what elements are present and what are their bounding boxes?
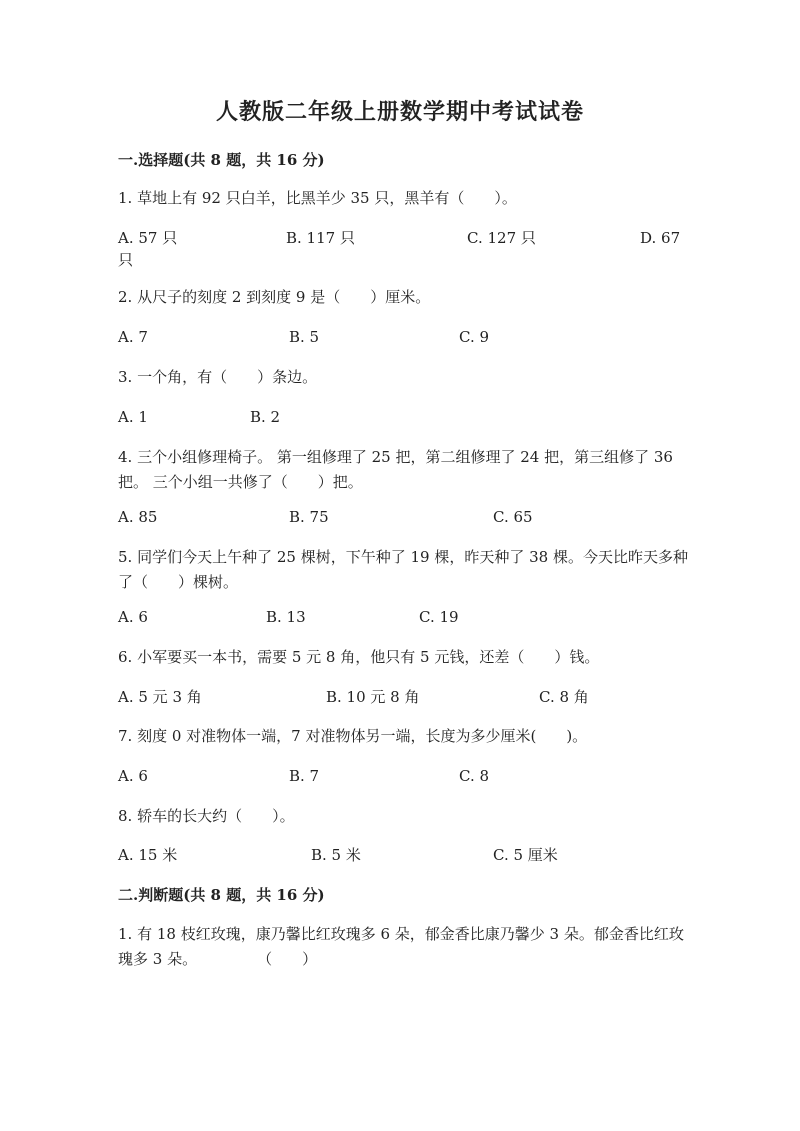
option-c: C. 8 角: [539, 688, 589, 706]
option-a: A. 85: [118, 508, 158, 526]
section-heading-choice: 一.选择题(共 8 题，共 16 分): [118, 151, 325, 169]
option-a: A. 6: [118, 767, 148, 785]
page-title: 人教版二年级上册数学期中考试试卷: [215, 99, 584, 125]
option-a: A. 7: [118, 328, 148, 346]
question-text: 3. 一个角，有（ ）条边。: [118, 368, 318, 386]
option-b: B. 13: [266, 608, 306, 626]
option-b: B. 5 米: [311, 846, 361, 864]
option-a: A. 6: [118, 608, 148, 626]
option-c: C. 19: [419, 608, 459, 626]
option-b: B. 5: [289, 328, 320, 346]
question-text: 7. 刻度 0 对准物体一端，7 对准物体另一端，长度为多少厘米( )。: [118, 727, 588, 745]
option-b: B. 10 元 8 角: [326, 688, 420, 706]
option-b: B. 2: [250, 408, 281, 426]
option-a: A. 5 元 3 角: [118, 688, 202, 706]
question-text: 6. 小军要买一本书，需要 5 元 8 角，他只有 5 元钱，还差（ ）钱。: [118, 648, 600, 666]
question-text: 5. 同学们今天上午种了 25 棵树，下午种了 19 棵，昨天种了 38 棵。今天比昨天多种了（ ）棵树。: [118, 548, 688, 591]
option-c: C. 127 只: [467, 229, 536, 247]
question-text: 2. 从尺子的刻度 2 到刻度 9 是（ ）厘米。: [118, 288, 431, 306]
option-b: B. 117 只: [286, 229, 355, 247]
question-text: 8. 轿车的长大约（ ）。: [118, 807, 295, 825]
section-heading-judgment: 二.判断题(共 8 题，共 16 分): [118, 886, 325, 904]
question-text: 1. 有 18 枝红玫瑰，康乃馨比红玫瑰多 6 朵，郁金香比康乃馨少 3 朵。郁金香比红玫瑰多 3 朵。 （ ）: [118, 925, 684, 968]
question-text: 1. 草地上有 92 只白羊，比黑羊少 35 只，黑羊有（ ）。: [118, 189, 517, 207]
option-c: C. 9: [459, 328, 490, 346]
option-b: B. 75: [289, 508, 329, 526]
option-c: C. 65: [493, 508, 533, 526]
option-b: B. 7: [289, 767, 320, 785]
option-c: C. 5 厘米: [493, 846, 558, 864]
option-c: C. 8: [459, 767, 490, 785]
option-a: A. 57 只: [118, 229, 178, 247]
option-d-wrap: 只: [118, 251, 134, 269]
option-d: D. 67: [640, 229, 681, 247]
option-a: A. 15 米: [118, 846, 178, 864]
question-text: 4. 三个小组修理椅子。 第一组修理了 25 把，第二组修理了 24 把，第三组修了 36 把。 三个小组一共修了（ ）把。: [118, 448, 673, 491]
option-a: A. 1: [118, 408, 148, 426]
